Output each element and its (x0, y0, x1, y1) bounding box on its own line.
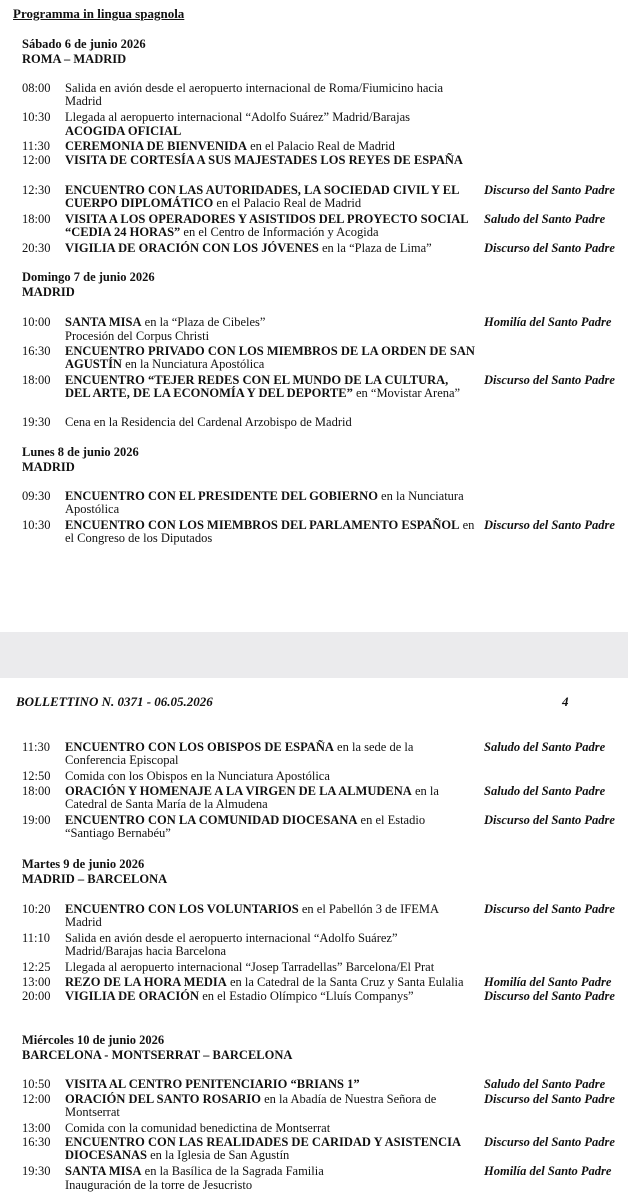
entry-location: en el Estadio “Santiago Bernabéu” (65, 813, 426, 841)
entry-location: Comida con la comunidad benedictina de Montserrat (65, 1121, 331, 1135)
entry-event: VISITA DE CORTESÍA A SUS MAJESTADES LOS REYES DE ESPAÑA (65, 153, 463, 167)
entry-event: ACOGIDA OFICIAL (65, 124, 182, 138)
entry-speech: Saludo del Santo Padre (484, 740, 606, 754)
document-page-2 (0, 678, 628, 1200)
entry-description (65, 125, 475, 138)
entry-location: en la “Plaza de Lima” (318, 241, 432, 255)
entry-location: Comida con los Obispos en la Nunciatura Apostólica (65, 769, 330, 783)
day-date: Martes 9 de junio 2026 (22, 857, 145, 871)
entry-event: ENCUENTRO CON LOS VOLUNTARIOS (65, 902, 299, 916)
entry-description (65, 1165, 475, 1178)
entry-description (65, 316, 475, 329)
entry-location: Llegada al aeropuerto internacional “Adolfo Suárez” Madrid/Barajas (65, 110, 410, 124)
entry-speech: Discurso del Santo Padre (484, 518, 615, 532)
day-heading (22, 857, 167, 887)
entry-speech: Saludo del Santo Padre (484, 1077, 606, 1091)
entry-event: SANTA MISA (65, 315, 142, 329)
day-heading (22, 270, 155, 300)
entry-location: en la Basílica de la Sagrada Familia (141, 1164, 324, 1178)
entry-time: 20:30 (22, 241, 51, 255)
entry-description (65, 1093, 475, 1120)
entry-location: en la sede de la Conferencia Episcopal (65, 740, 414, 768)
entry-time: 12:25 (22, 960, 51, 974)
entry-time: 16:30 (22, 1135, 51, 1149)
entry-description (65, 1122, 475, 1135)
entry-location: Salida en avión desde el aeropuerto internacional “Adolfo Suárez” Madrid/Barajas hacia Barcelona (65, 931, 398, 959)
entry-time: 18:00 (22, 212, 51, 226)
entry-time: 20:00 (22, 989, 51, 1003)
day-place: MADRID (22, 460, 75, 474)
entry-location: en el Palacio Real de Madrid (213, 196, 362, 211)
entry-speech: Discurso del Santo Padre (484, 1135, 615, 1149)
entry-location: en el Pabellón 3 de IFEMA Madrid (65, 902, 439, 930)
entry-event: VIGILIA DE ORACIÓN (65, 989, 200, 1003)
entry-location: en la Abadía de Nuestra Señora de Montserrat (65, 1092, 437, 1120)
entry-description (65, 785, 475, 812)
day-place: MADRID – BARCELONA (22, 872, 168, 886)
entry-location: en la Catedral de la Santa Cruz y Santa Eulalia (226, 975, 464, 989)
entry-location: en el Estadio Olímpico “Lluís Companys” (199, 989, 414, 1003)
entry-time: 19:00 (22, 813, 51, 827)
entry-location: en “Movistar Arena” (352, 386, 461, 401)
entry-speech: Discurso del Santo Padre (484, 183, 615, 197)
entry-event: ENCUENTRO CON LA COMUNIDAD DIOCESANA (65, 813, 358, 827)
entry-event: ENCUENTRO PRIVADO CON LOS MIEMBROS DE LA ORDEN DE SAN AGUSTÍN (65, 344, 475, 372)
page-number: 4 (562, 694, 569, 709)
entry-speech: Homilía del Santo Padre (484, 975, 612, 989)
entry-event: ENCUENTRO “TEJER REDES CON EL MUNDO DE LA CULTURA, DEL ARTE, DE LA ECONOMÍA Y DEL DEPORTE” (65, 373, 449, 401)
day-place: BARCELONA - MONTSERRAT – BARCELONA (22, 1048, 293, 1062)
entry-description (65, 990, 475, 1003)
entry-description (65, 519, 475, 546)
entry-speech: Discurso del Santo Padre (484, 241, 615, 255)
entry-event: ORACIÓN Y HOMENAJE A LA VIRGEN DE LA ALMUDENA (65, 784, 412, 798)
entry-time: 16:30 (22, 344, 51, 358)
entry-speech: Homilía del Santo Padre (484, 315, 612, 329)
day-date: Domingo 7 de junio 2026 (22, 270, 155, 284)
entry-time: 10:30 (22, 110, 51, 124)
entry-time: 11:30 (22, 740, 51, 754)
entry-time: 10:50 (22, 1077, 51, 1091)
entry-time: 11:30 (22, 139, 51, 153)
entry-description (65, 741, 475, 768)
entry-speech: Saludo del Santo Padre (484, 212, 606, 226)
entry-event: ENCUENTRO CON LOS MIEMBROS DEL PARLAMENTO ESPAÑOL (65, 518, 460, 532)
entry-description (65, 932, 475, 959)
entry-location: Salida en avión desde el aeropuerto internacional de Roma/Fiumicino hacia Madrid (65, 81, 443, 109)
entry-speech: Discurso del Santo Padre (484, 373, 615, 387)
bulletin-header: BOLLETTINO N. 0371 - 06.05.2026 (16, 694, 213, 709)
entry-speech: Saludo del Santo Padre (484, 784, 606, 798)
entry-event: ENCUENTRO CON LAS REALIDADES DE CARIDAD Y ASISTENCIA DIOCESANAS (65, 1135, 461, 1163)
entry-time: 08:00 (22, 81, 51, 95)
entry-event: VIGILIA DE ORACIÓN CON LOS JÓVENES (65, 241, 319, 255)
entry-event: REZO DE LA HORA MEDIA (65, 975, 227, 989)
entry-location: en la Catedral de Santa María de la Almudena (65, 784, 439, 812)
entry-time: 12:00 (22, 153, 51, 167)
entry-description (65, 1179, 475, 1192)
entry-description (65, 330, 475, 343)
entry-description (65, 961, 475, 974)
entry-location: en el Palacio Real de Madrid (246, 139, 395, 153)
entry-description (65, 111, 475, 124)
entry-event: CEREMONIA DE BIENVENIDA (65, 139, 247, 153)
entry-description (65, 345, 475, 372)
entry-speech: Discurso del Santo Padre (484, 902, 615, 916)
page-separator (0, 632, 628, 678)
entry-event: VISITA AL CENTRO PENITENCIARIO “BRIANS 1” (65, 1077, 360, 1091)
entry-speech: Discurso del Santo Padre (484, 813, 615, 827)
entry-event: ORACIÓN DEL SANTO ROSARIO (65, 1092, 261, 1106)
entry-description (65, 82, 475, 109)
entry-speech: Discurso del Santo Padre (484, 1092, 615, 1106)
entry-time: 10:30 (22, 518, 51, 532)
day-place: ROMA – MADRID (22, 52, 127, 66)
entry-description (65, 140, 475, 153)
entry-time: 13:00 (22, 975, 51, 989)
entry-location: Llegada al aeropuerto internacional “Josep Tarradellas” Barcelona/El Prat (65, 960, 435, 974)
day-date: Sábado 6 de junio 2026 (22, 37, 146, 51)
entry-location: Inauguración de la torre de Jesucristo (65, 1178, 253, 1192)
entry-location: en la “Plaza de Cibeles” (141, 315, 266, 329)
entry-description (65, 490, 475, 517)
entry-speech: Discurso del Santo Padre (484, 989, 615, 1003)
entry-description (65, 213, 475, 240)
entry-time: 12:00 (22, 1092, 51, 1106)
entry-description (65, 416, 475, 429)
day-heading (22, 1033, 292, 1063)
entry-time: 11:10 (22, 931, 51, 945)
entry-time: 19:30 (22, 1164, 51, 1178)
entry-description (65, 1136, 475, 1163)
entry-speech: Homilía del Santo Padre (484, 1164, 612, 1178)
entry-description (65, 1078, 475, 1091)
entry-location: en la Iglesia de San Agustín (146, 1148, 290, 1163)
entry-time: 12:50 (22, 769, 51, 783)
day-date: Lunes 8 de junio 2026 (22, 445, 139, 459)
entry-time: 19:30 (22, 415, 51, 429)
entry-description (65, 903, 475, 930)
entry-time: 18:00 (22, 784, 51, 798)
entry-time: 18:00 (22, 373, 51, 387)
entry-description (65, 976, 475, 989)
entry-location: en la Nunciatura Apostólica (121, 357, 265, 372)
entry-location: en la Nunciatura Apostólica (65, 489, 464, 517)
entry-time: 09:30 (22, 489, 51, 503)
entry-description (65, 242, 475, 255)
entry-location: en el Centro de Información y Acogida (180, 225, 379, 240)
entry-description (65, 154, 475, 167)
entry-location: Cena en la Residencia del Cardenal Arzobispo de Madrid (65, 415, 352, 429)
entry-time: 13:00 (22, 1121, 51, 1135)
entry-event: ENCUENTRO CON EL PRESIDENTE DEL GOBIERNO (65, 489, 378, 503)
entry-description (65, 374, 475, 401)
day-heading (22, 445, 139, 475)
document-title: Programma in lingua spagnola (13, 6, 185, 21)
entry-event: ENCUENTRO CON LAS AUTORIDADES, LA SOCIEDAD CIVIL Y EL CUERPO DIPLOMÁTICO (65, 183, 459, 211)
day-date: Miércoles 10 de junio 2026 (22, 1033, 165, 1047)
entry-event: VISITA A LOS OPERADORES Y ASISTIDOS DEL PROYECTO SOCIAL “CEDIA 24 HORAS” (65, 212, 468, 240)
entry-time: 10:00 (22, 315, 51, 329)
entry-description (65, 184, 475, 211)
day-place: MADRID (22, 285, 75, 299)
day-heading (22, 37, 146, 67)
entry-location: en el Congreso de los Diputados (65, 518, 475, 546)
entry-location: Procesión del Corpus Christi (65, 329, 210, 343)
entry-event: ENCUENTRO CON LOS OBISPOS DE ESPAÑA (65, 740, 334, 754)
entry-event: SANTA MISA (65, 1164, 142, 1178)
entry-time: 12:30 (22, 183, 51, 197)
entry-time: 10:20 (22, 902, 51, 916)
entry-description (65, 814, 475, 841)
entry-description (65, 770, 475, 783)
